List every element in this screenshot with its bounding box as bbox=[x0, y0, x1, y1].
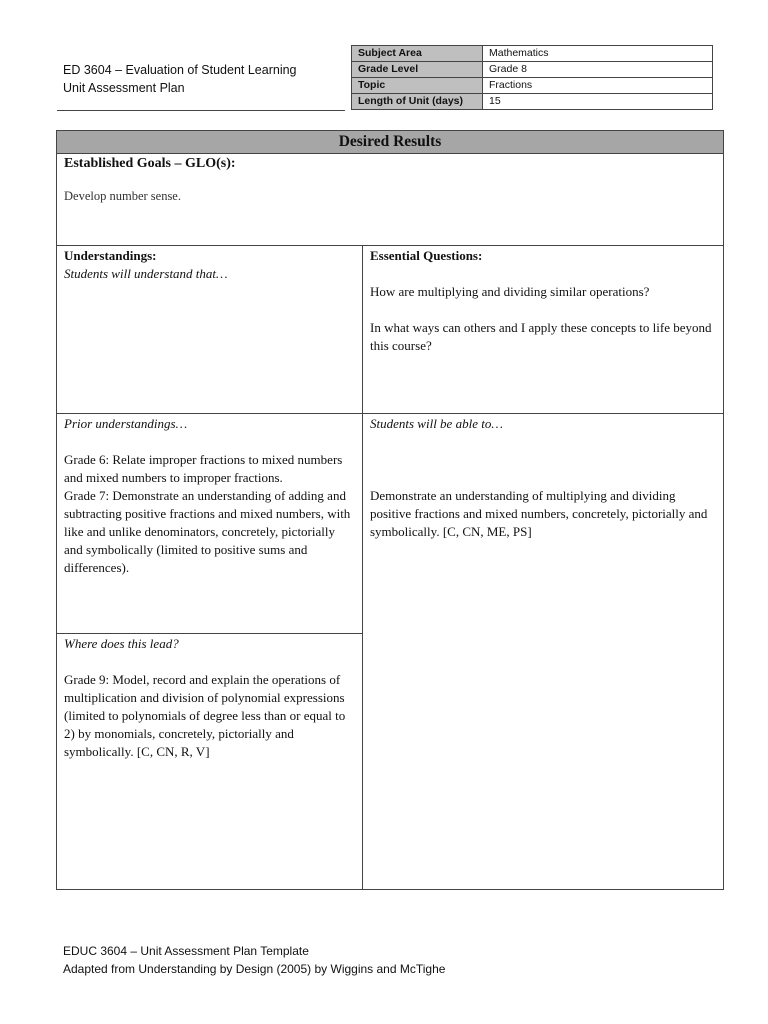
essential-questions-heading: Essential Questions: bbox=[370, 248, 483, 263]
table-row bbox=[352, 94, 713, 110]
understandings-subheading: Students will understand that… bbox=[64, 266, 228, 281]
course-name: ED 3604 – Evaluation of Student Learning bbox=[63, 63, 297, 77]
topic-value: Fractions bbox=[483, 78, 713, 94]
goals-heading: Established Goals – GLO(s): bbox=[64, 156, 236, 171]
subject-area-value: Mathematics bbox=[483, 46, 713, 62]
goals-cell bbox=[57, 153, 723, 245]
unit-length-value: 15 bbox=[483, 94, 713, 110]
desired-results-title: Desired Results bbox=[57, 131, 723, 154]
essential-questions-cell bbox=[363, 245, 723, 413]
prior-understandings-heading: Prior understandings… bbox=[64, 416, 188, 431]
students-able-to-heading: Students will be able to… bbox=[370, 416, 503, 431]
footer-template-name: EDUC 3604 – Unit Assessment Plan Template bbox=[63, 944, 309, 958]
essential-question-1: How are multiplying and dividing similar operations? bbox=[370, 284, 650, 299]
unit-length-label: Length of Unit (days) bbox=[352, 94, 483, 110]
plan-name: Unit Assessment Plan bbox=[63, 81, 185, 95]
essential-question-2: In what ways can others and I apply these concepts to life beyond this course? bbox=[370, 320, 712, 353]
header-divider bbox=[57, 110, 345, 111]
table-row bbox=[352, 62, 713, 78]
grade-level-label: Grade Level bbox=[352, 62, 483, 78]
prior-grade-6: Grade 6: Relate improper fractions to mixed numbers and mixed numbers to improper fractions. bbox=[64, 452, 343, 485]
understandings-cell bbox=[57, 245, 363, 413]
unit-info-table bbox=[351, 45, 713, 110]
students-able-to-text: Demonstrate an understanding of multiplying and dividing positive fractions and mixed numbers, concretely, pictorially and symbolically. [C, CN, ME, PS] bbox=[370, 488, 708, 539]
desired-results-table bbox=[56, 130, 724, 890]
document-title bbox=[63, 61, 343, 97]
topic-label: Topic bbox=[352, 78, 483, 94]
prior-grade-7: Grade 7: Demonstrate an understanding of adding and subtracting positive fractions and mixed numbers, with like and unlike denominators, concretely, pictorially and symbolically (limited to positive sums and differences). bbox=[64, 488, 351, 575]
table-row bbox=[352, 46, 713, 62]
where-does-this-lead-cell bbox=[57, 633, 363, 889]
prior-understandings-cell bbox=[57, 413, 363, 633]
grade-level-value: Grade 8 bbox=[483, 62, 713, 78]
column-divider bbox=[362, 245, 363, 889]
subject-area-label: Subject Area bbox=[352, 46, 483, 62]
students-able-to-cell bbox=[363, 413, 723, 889]
understandings-heading: Understandings: bbox=[64, 248, 157, 263]
footer-attribution: Adapted from Understanding by Design (2005) by Wiggins and McTighe bbox=[63, 962, 446, 976]
where-does-this-lead-heading: Where does this lead? bbox=[64, 636, 179, 651]
footer bbox=[63, 942, 445, 978]
where-does-this-lead-text: Grade 9: Model, record and explain the operations of multiplication and division of polynomial expressions (limited to polynomials of degree less than or equal to 2) by monomials, concretely, pictorially and symbolically. [C, CN, R, V] bbox=[64, 672, 346, 759]
table-row bbox=[352, 78, 713, 94]
goals-text: Develop number sense. bbox=[64, 189, 181, 203]
